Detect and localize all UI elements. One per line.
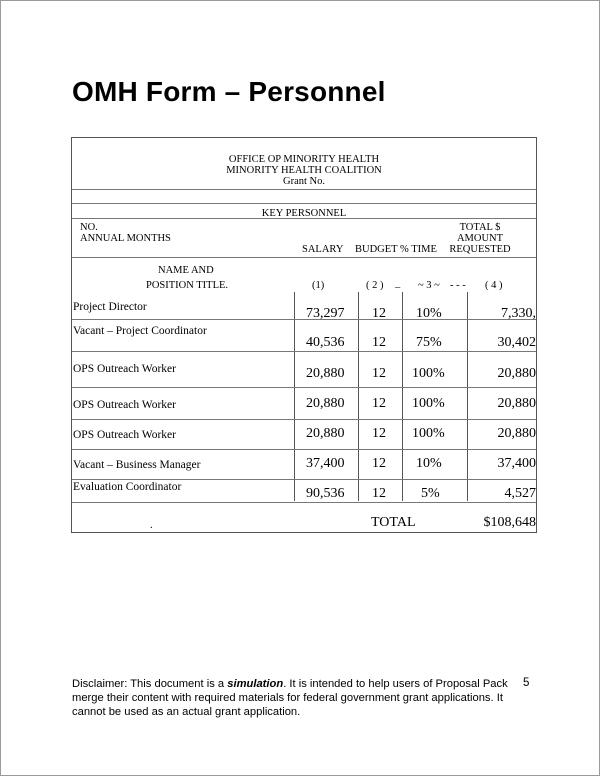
row-amount: 20,880 [497, 366, 536, 381]
disclaimer-emphasis: simulation [227, 678, 284, 690]
page-title: OMH Form – Personnel [72, 76, 386, 107]
rule [72, 449, 536, 450]
row-amount: 20,880 [497, 396, 536, 411]
personnel-form [71, 137, 537, 533]
rule [72, 387, 536, 388]
row-salary: 37,400 [306, 456, 345, 471]
row-name: Evaluation Coordinator [73, 481, 182, 493]
total-amount: $108,648 [483, 515, 536, 530]
col-name-and: NAME AND [158, 265, 214, 276]
row-months: 12 [372, 306, 386, 321]
row-name: OPS Outreach Worker [73, 363, 176, 375]
row-salary: 20,880 [306, 426, 345, 441]
page-number: 5 [523, 677, 530, 689]
row-amount: 20,880 [497, 426, 536, 441]
row-months: 12 [372, 396, 386, 411]
header-coalition: MINORITY HEALTH COALITION [226, 165, 382, 176]
total-label: TOTAL [371, 515, 416, 530]
row-percent: 10% [416, 456, 442, 471]
section-title: KEY PERSONNEL [261, 208, 347, 219]
rule [72, 419, 536, 420]
row-months: 12 [372, 366, 386, 381]
row-months: 12 [372, 335, 386, 350]
row-amount: 7,330, [501, 306, 536, 321]
col-requested: REQUESTED [449, 244, 511, 255]
row-percent: 75% [416, 335, 442, 350]
disclaimer-suffix: . It is intended to help users of Proposal Pack merge their content with required materials for federal government grant applications. It cannot be used as an actual grant application. [72, 678, 508, 718]
column-divider [467, 292, 468, 501]
column-divider [358, 292, 359, 501]
rule [72, 479, 536, 480]
rule [72, 319, 536, 320]
header-office: OFFICE OP MINORITY HEALTH [228, 154, 380, 165]
col-total: TOTAL $ [459, 222, 501, 233]
row-amount: 4,527 [504, 486, 536, 501]
col-index-4: ( 4 ) [485, 280, 503, 291]
disclaimer [72, 677, 512, 719]
row-name: Project Director [73, 301, 147, 313]
col-index-3-separator: - - - [450, 280, 466, 291]
col-budget-time: BUDGET % TIME [355, 244, 437, 255]
row-percent: 5% [421, 486, 440, 501]
total-dot: . [150, 520, 153, 531]
col-annual-months: ANNUAL MONTHS [80, 233, 171, 244]
col-index-3: ~ 3 ~ [418, 280, 440, 291]
col-position-title: POSITION TITLE. [146, 280, 229, 291]
rule [72, 189, 536, 190]
row-months: 12 [372, 456, 386, 471]
row-salary: 20,880 [306, 396, 345, 411]
row-name: Vacant – Business Manager [73, 459, 201, 471]
col-no: NO. [80, 222, 98, 233]
row-percent: 100% [412, 366, 445, 381]
rule [72, 502, 536, 503]
column-divider [294, 292, 295, 501]
row-months: 12 [372, 486, 386, 501]
rule [72, 257, 536, 258]
col-index-2: ( 2 ) [366, 280, 384, 291]
row-percent: 100% [412, 426, 445, 441]
row-amount: 30,402 [497, 335, 536, 350]
row-salary: 90,536 [306, 486, 345, 501]
row-name: OPS Outreach Worker [73, 429, 176, 441]
col-index-2-separator: _ [395, 278, 401, 289]
rule [72, 351, 536, 352]
header-grant-no: Grant No. [283, 176, 325, 187]
col-salary: SALARY [302, 244, 344, 255]
row-salary: 73,297 [306, 306, 345, 321]
row-percent: 10% [416, 306, 442, 321]
disclaimer-prefix: Disclaimer: This document is a [72, 678, 228, 690]
row-percent: 100% [412, 396, 445, 411]
row-name: OPS Outreach Worker [73, 399, 176, 411]
row-salary: 40,536 [306, 335, 345, 350]
row-months: 12 [372, 426, 386, 441]
row-amount: 37,400 [497, 456, 536, 471]
rule [72, 203, 536, 204]
row-name: Vacant – Project Coordinator [73, 325, 207, 337]
row-salary: 20,880 [306, 366, 345, 381]
col-amount: AMOUNT [456, 233, 504, 244]
col-index-1: (1) [312, 280, 325, 291]
column-divider [402, 292, 403, 501]
